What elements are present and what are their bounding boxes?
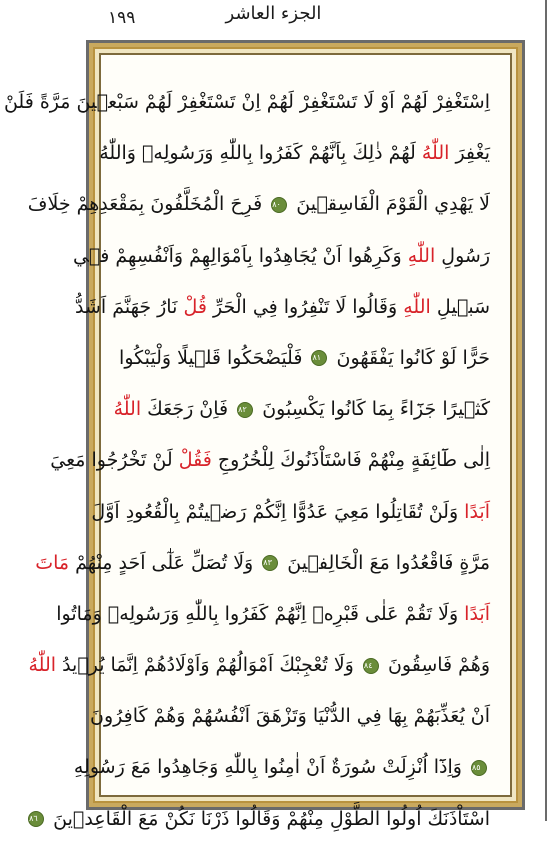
- verse-text: وَكَرِهُوا اَنْ يُجَاهِدُوا بِاَمْوَالِهِمْ وَاَنْفُسِهِمْ ف۪ي: [73, 244, 408, 267]
- verse-line: [35, 538, 490, 589]
- ayah-marker-icon: ٨٣: [262, 555, 278, 571]
- verse-text: فَلْيَضْحَكُوا قَل۪يلًا وَلْيَبْكُوا: [119, 346, 309, 369]
- divine-name-text: اَبَدًا: [464, 500, 490, 523]
- verse-line: [113, 384, 490, 435]
- verse-text: اَنْ يُعَذِّبَهُمْ بِهَا فِي الدُّنْيَا وَتَزْهَقَ اَنْفُسُهُمْ وَهُمْ كَافِرُونَ: [90, 705, 490, 728]
- divine-name-text: اللّٰهُ: [28, 654, 57, 677]
- verse-line: [73, 742, 490, 793]
- verse-text: يَغْفِرَ: [449, 142, 490, 165]
- verse-text: اسْتَاْذَنَكَ اُولُوا الطَّوْلِ مِنْهُمْ وَقَالُوا ذَرْنَا نَكُنْ مَعَ الْقَاعِد۪ينَ: [47, 807, 490, 830]
- ayah-marker-icon: ٨٦: [28, 811, 44, 827]
- divine-name-text: فَقُلْ: [178, 449, 212, 472]
- verse-text: حَرًّا لَوْ كَانُوا يَفْقَهُونَ: [330, 346, 490, 369]
- divine-name-text: اللّٰهُ: [113, 398, 142, 421]
- ayah-marker-icon: ٨١: [311, 350, 327, 366]
- ayah-marker-icon: ٨٢: [237, 402, 253, 418]
- ayah-marker-icon: ٨٠: [271, 197, 287, 213]
- verse-text: وَلَا تُصَلِّ عَلٰٓى اَحَدٍ مِنْهُمْ: [69, 551, 260, 574]
- divine-name-text: اَبَدًا: [464, 602, 490, 625]
- verse-line: [29, 794, 490, 845]
- verse-text: مَرَّةٍ فَاقْعُدُوا مَعَ الْخَالِف۪ينَ: [281, 551, 490, 574]
- verse-text: فَاِنْ رَجَعَكَ: [141, 398, 235, 421]
- verse-line: [50, 435, 490, 486]
- text-panel: [3, 53, 512, 830]
- verse-text: لَنْ تَخْرُجُوا مَعِيَ: [50, 449, 179, 472]
- verse-text: وَلَنْ تُقَاتِلُوا مَعِيَ عَدُوًّا اِنَّكُمْ رَض۪يتُمْ بِالْقُعُودِ اَوَّلَ: [91, 500, 465, 523]
- verse-text: رَسُولِ: [435, 244, 490, 267]
- verse-line: [121, 333, 490, 384]
- verse-text: سَب۪يلِ: [430, 295, 490, 318]
- divine-name-text: اللّٰهِ: [403, 295, 431, 318]
- verse-text: نَارُ جَهَنَّمَ اَشَدُّ: [75, 295, 184, 318]
- verse-line: [56, 589, 490, 640]
- verse-text: لَهُمْ ذٰلِكَ بِاَنَّهُمْ كَفَرُوا بِاللّٰهِ وَرَسُولِه۪ وَاللّٰهُ: [99, 142, 422, 165]
- verse-text: وَهُمْ فَاسِقُونَ: [381, 654, 490, 677]
- verse-text: وَلَا تَقُمْ عَلٰى قَبْرِه۪ اِنَّهُمْ كَفَرُوا بِاللّٰهِ وَرَسُولِه۪ وَمَاتُوا: [56, 602, 465, 625]
- verse-line: [99, 128, 490, 179]
- verse-line: [3, 77, 490, 128]
- juz-title: الجزء العاشر: [225, 3, 322, 24]
- verse-text: وَلَا تُعْجِبْكَ اَمْوَالُهُمْ وَاَوْلَادُهُمْ اِنَّمَا يُر۪يدُ: [56, 654, 360, 677]
- verse-line: [75, 282, 490, 333]
- verse-line: [27, 179, 490, 230]
- verse-line: [91, 487, 490, 538]
- verse-lines: [3, 77, 490, 845]
- divine-name-text: اللّٰهُ: [421, 142, 450, 165]
- verse-text: اِسْتَغْفِرْ لَهُمْ اَوْ لَا تَسْتَغْفِرْ لَهُمْ اِنْ تَسْتَغْفِرْ لَهُمْ سَبْع۪ينَ مَرَّةً فَلَنْ: [3, 91, 490, 113]
- verse-line: [73, 231, 490, 282]
- verse-text: اِلٰى طَٓائِفَةٍ مِنْهُمْ فَاسْتَاْذَنُوكَ لِلْخُرُوجِ: [211, 449, 490, 472]
- verse-line: [90, 691, 490, 742]
- ornamental-frame: [3, 40, 525, 830]
- verse-text: وَاِذَٓا اُنْزِلَتْ سُورَةٌ اَنْ اٰمِنُوا بِاللّٰهِ وَجَاهِدُوا مَعَ رَسُولِهِ: [73, 756, 468, 779]
- divine-name-text: مَاتَ: [35, 551, 70, 574]
- verse-text: لَا يَهْدِي الْقَوْمَ الْفَاسِق۪ينَ: [290, 193, 490, 216]
- verse-text: وَقَالُوا لَا تَنْفِرُوا فِي الْحَرِّ: [206, 295, 404, 318]
- page-header: [0, 0, 547, 40]
- page-number: ١٩٩: [108, 8, 136, 28]
- verse-text: كَث۪يرًا جَزَٓاءً بِمَا كَانُوا يَكْسِبُونَ: [256, 398, 490, 421]
- verse-line: [28, 640, 490, 691]
- ayah-marker-icon: ٨٥: [471, 760, 487, 776]
- verse-text: فَرِحَ الْمُخَلَّفُونَ بِمَقْعَدِهِمْ خِلَافَ: [27, 193, 269, 216]
- divine-name-text: اللّٰهِ: [407, 244, 436, 267]
- ayah-marker-icon: ٨٤: [363, 658, 379, 674]
- divine-name-text: قُلْ: [183, 295, 207, 318]
